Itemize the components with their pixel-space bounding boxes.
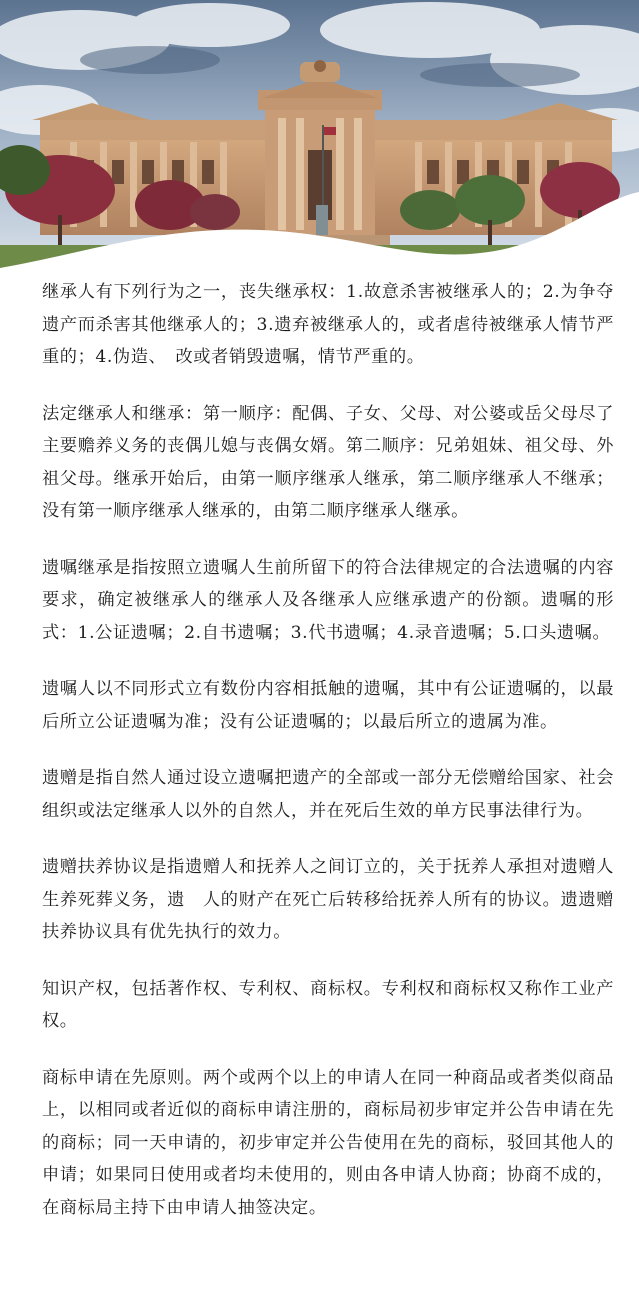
paragraph-inheritance-loss: 继承人有下列行为之一，丧失继承权：1.故意杀害被继承人的；2.为争夺遗产而杀害其他继承人的；3.遗弃被继承人的，或者虐待被继承人情节严重的；4.伪造、 改或者销毁遗嘱，情节严重的。 (42, 282, 614, 367)
paragraph-legal-heirs: 法定继承人和继承：第一顺序：配偶、子女、父母、对公婆或岳父母尽了主要赡养义务的丧偶儿媳与丧偶女婿。第二顺序：兄弟姐妹、祖父母、外祖父母。继承开始后，由第一顺序继承人继承，第二顺序继承人不继承；没有第一顺序继承人继承的，由第二顺序继承人继承。 (42, 403, 614, 521)
courthouse-photo (0, 0, 639, 285)
paragraph-bequest-support-agreement: 遗赠扶养协议是指遗赠人和抚养人之间订立的，关于抚养人承担对遗赠人生养死葬义务，遗 人的财产在死亡后转移给抚养人所有的协议。遗遗赠扶养协议具有优先执行的效力。 (42, 857, 614, 942)
courthouse-illustration (0, 0, 639, 285)
article-body (42, 276, 614, 1248)
paragraph-conflicting-wills: 遗嘱人以不同形式立有数份内容相抵触的遗嘱，其中有公证遗嘱的，以最后所立公证遗嘱为准；没有公证遗嘱的；以最后所立的遗属为准。 (42, 679, 614, 732)
paragraph-trademark-first-to-file: 商标申请在先原则。两个或两个以上的申请人在同一种商品或者类似商品上，以相同或者近似的商标申请注册的，商标局初步审定并公告申请在先的商标；同一天申请的，初步审定并公告使用在先的商标，驳回其他人的申请；如果同日使用或者均未使用的，则由各申请人协商；协商不成的，在商标局主持下由申请人抽签决定。 (42, 1067, 614, 1218)
paragraph-will-inheritance: 遗嘱继承是指按照立遗嘱人生前所留下的符合法律规定的合法遗嘱的内容要求，确定被继承人的继承人及各继承人应继承遗产的份额。遗嘱的形式：1.公证遗嘱；2.自书遗嘱；3.代书遗嘱；4.录音遗嘱；5.口头遗嘱。 (42, 557, 614, 643)
paragraph-bequest: 遗赠是指自然人通过设立遗嘱把遗产的全部或一部分无偿赠给国家、社会组织或法定继承人以外的自然人，并在死后生效的单方民事法律行为。 (42, 768, 614, 821)
paragraph-intellectual-property: 知识产权，包括著作权、专利权、商标权。专利权和商标权又称作工业产权。 (42, 978, 614, 1031)
